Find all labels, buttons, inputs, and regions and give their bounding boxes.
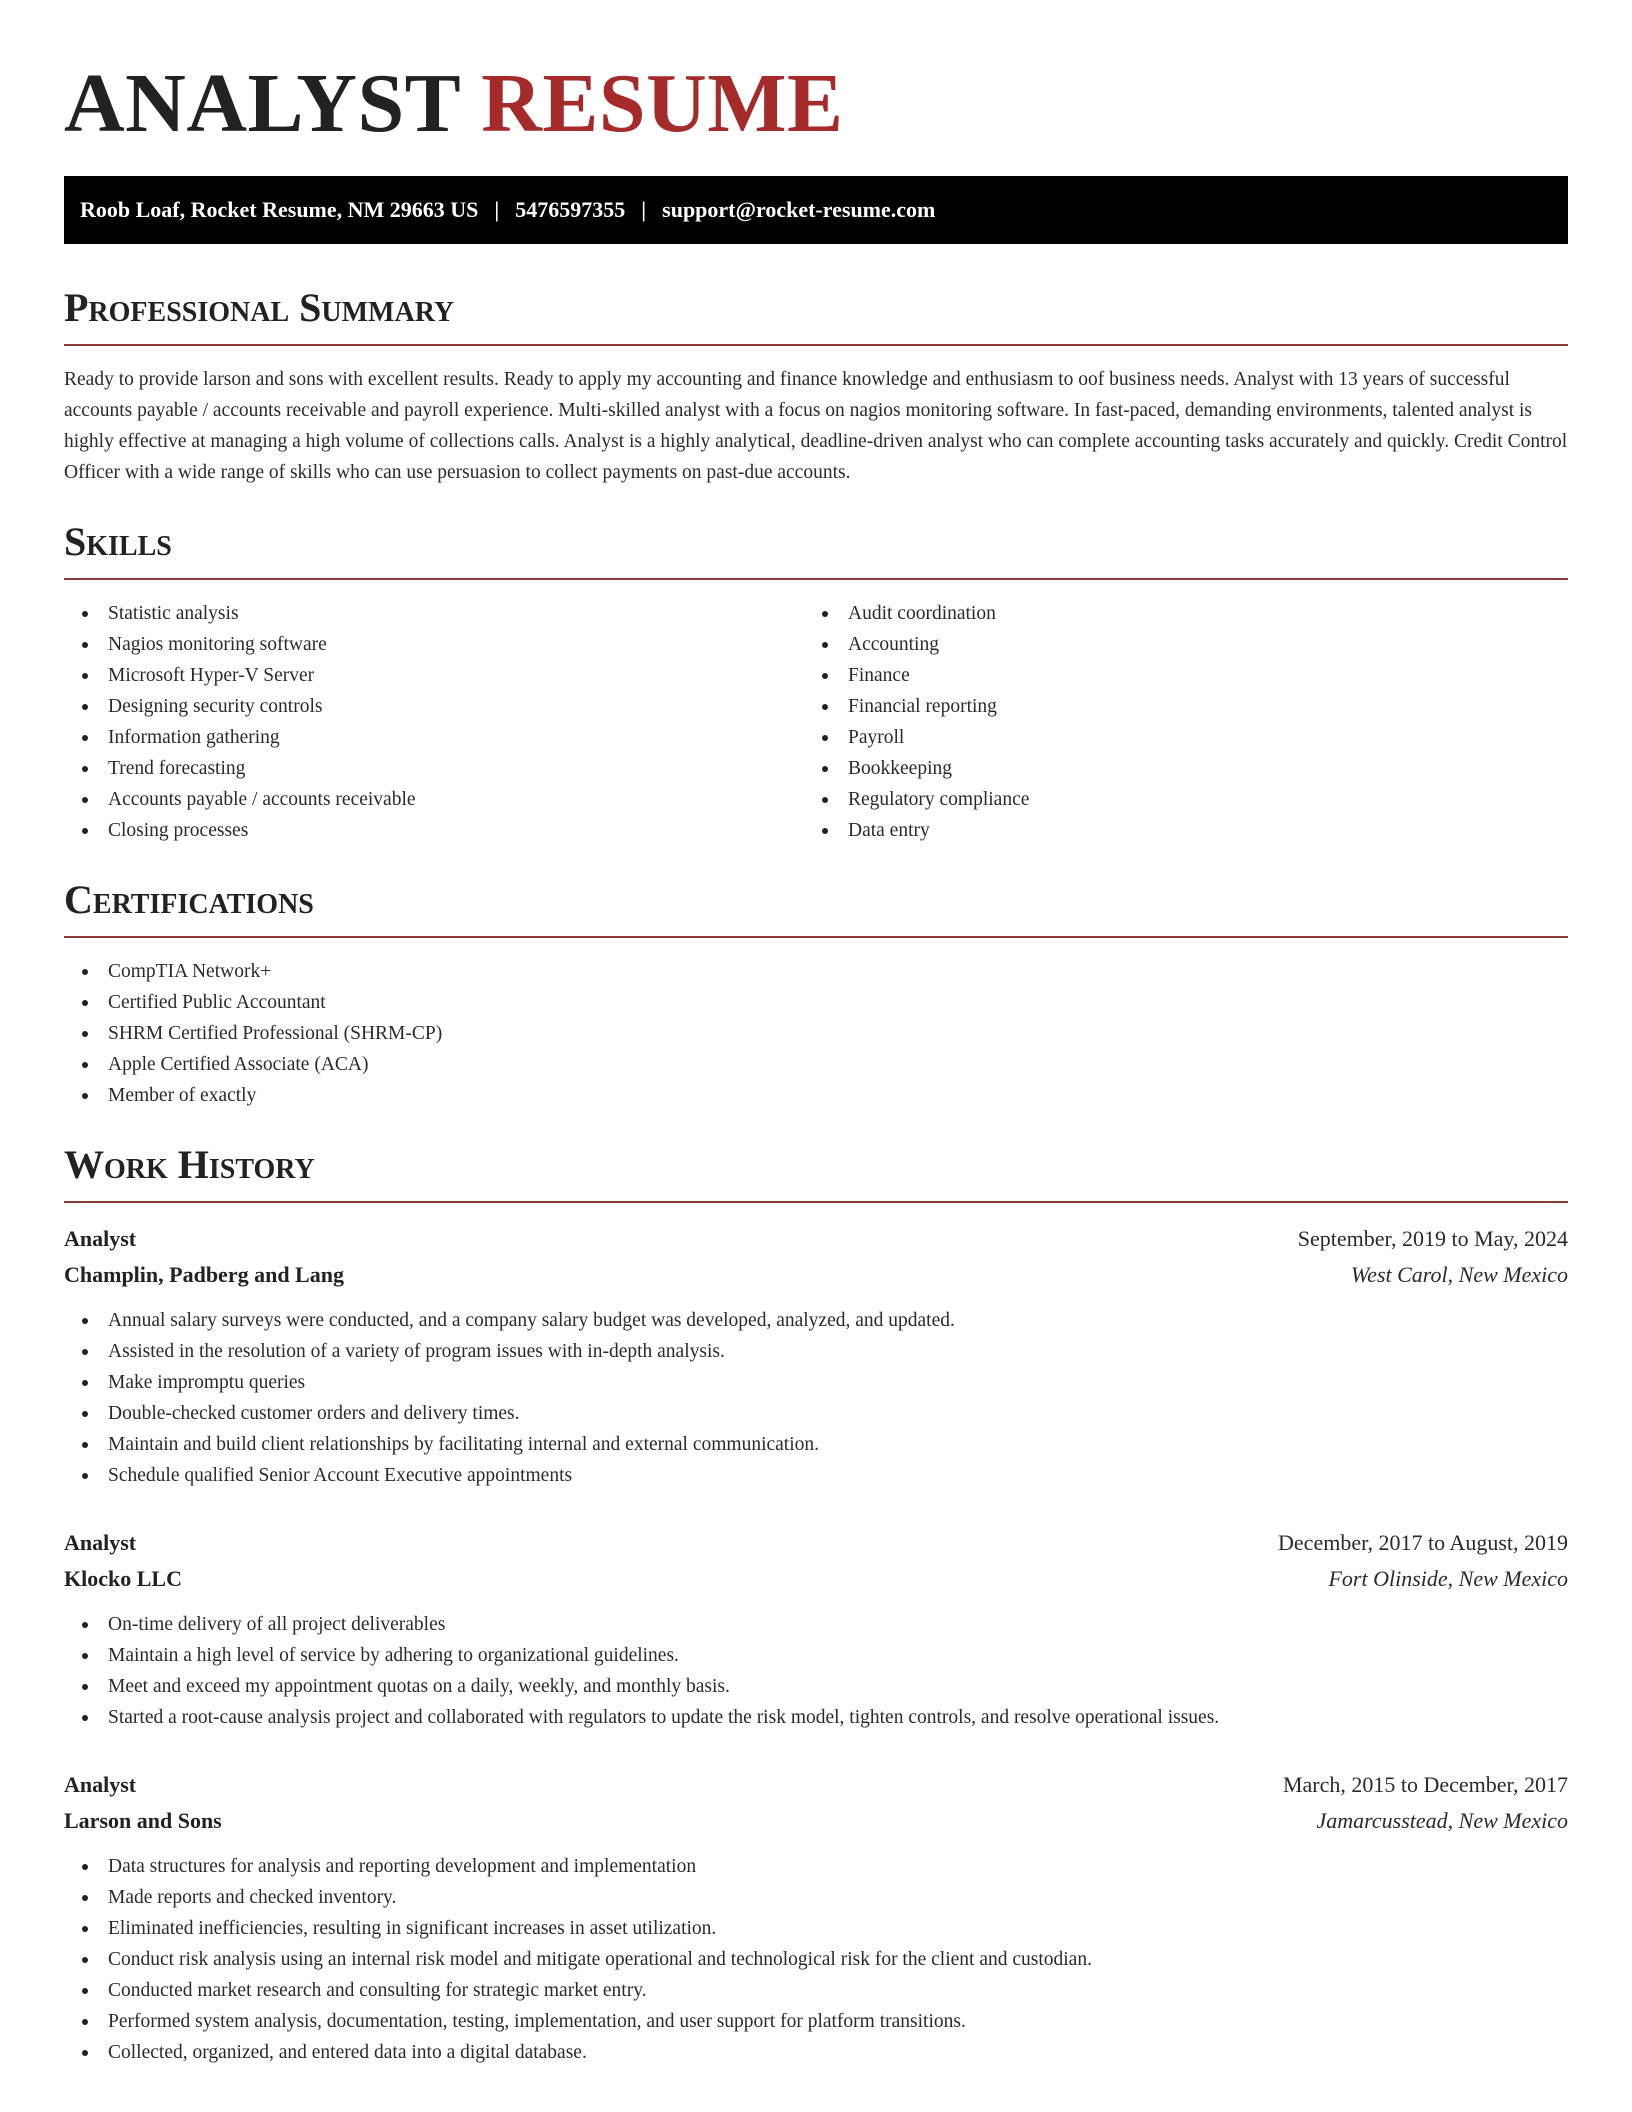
skill-item: Accounts payable / accounts receivable [64,784,804,815]
certification-item: Apple Certified Associate (ACA) [64,1049,1568,1080]
contact-separator: | [641,197,647,222]
job-title: Analyst [64,1530,137,1555]
job-location: Fort Olinside, New Mexico [1328,1566,1568,1591]
jobs-list [64,1221,1568,2068]
job-duty-item: Make impromptu queries [64,1367,1568,1398]
job-duty-item: Made reports and checked inventory. [64,1882,1568,1913]
job-duty-item: Conducted market research and consulting for strategic market entry. [64,1975,1568,2006]
job-entry [64,1221,1568,1491]
resume-title [64,0,1568,152]
job-duty-item: Eliminated inefficiencies, resulting in significant increases in asset utilization. [64,1913,1568,1944]
job-entry [64,1525,1568,1733]
job-duty-item: Schedule qualified Senior Account Executive appointments [64,1460,1568,1491]
job-header-row [64,1525,1568,1561]
job-location: West Carol, New Mexico [1350,1262,1568,1287]
certifications-section [64,876,1568,1111]
job-duty-item: Double-checked customer orders and delivery times. [64,1398,1568,1429]
skill-item: Financial reporting [804,691,1544,722]
skill-item: Data entry [804,815,1544,846]
certification-item: Member of exactly [64,1080,1568,1111]
summary-text: Ready to provide larson and sons with excellent results. Ready to apply my accounting and finance knowledge and enthusiasm to oof business needs. Analyst with 13 years of successful accounts payable / accounts receivable and payroll experience. Multi-skilled analyst with a focus on nagios monitoring software. In fast-paced, demanding environments, talented analyst is highly effective at managing a high volume of collections calls. Analyst is a highly analytical, deadline-driven analyst who can complete accounting tasks accurately and quickly. Credit Control Officer with a wide range of skills who can use persuasion to collect payments on past-due accounts. [64,369,1568,483]
job-header-row [64,1767,1568,1803]
work-section [64,1141,1568,2068]
skill-item: Closing processes [64,815,804,846]
job-duty-item: Assisted in the resolution of a variety of program issues with in-depth analysis. [64,1336,1568,1367]
job-company-row [64,1803,1568,1839]
job-header-row [64,1221,1568,1257]
certification-item: SHRM Certified Professional (SHRM-CP) [64,1018,1568,1049]
skill-item: Designing security controls [64,691,804,722]
job-duty-item: Performed system analysis, documentation, testing, implementation, and user support for platform transitions. [64,2006,1568,2037]
summary-heading: Professional Summary [64,284,1568,346]
job-company-row [64,1561,1568,1597]
job-duty-item: Collected, organized, and entered data into a digital database. [64,2037,1568,2068]
contact-separator: | [494,197,500,222]
job-company: Champlin, Padberg and Lang [64,1262,344,1287]
job-duties-list [64,1305,1568,1491]
skill-item: Finance [804,660,1544,691]
contact-phone: 5476597355 [515,197,626,222]
job-duties-list [64,1609,1568,1733]
job-duty-item: Maintain and build client relationships by facilitating internal and external communication. [64,1429,1568,1460]
contact-address: Roob Loaf, Rocket Resume, NM 29663 US [80,197,479,222]
certifications-heading: Certifications [64,876,1568,938]
certification-item: Certified Public Accountant [64,987,1568,1018]
job-title: Analyst [64,1226,137,1251]
job-duty-item: Annual salary surveys were conducted, and a company salary budget was developed, analyzed, and updated. [64,1305,1568,1336]
work-heading: Work History [64,1141,1568,1203]
job-dates: September, 2019 to May, 2024 [1297,1226,1568,1251]
summary-section [64,284,1568,488]
job-duty-item: Maintain a high level of service by adhering to organizational guidelines. [64,1640,1568,1671]
job-duties-list [64,1851,1568,2068]
job-duty-item: On-time delivery of all project deliverables [64,1609,1568,1640]
job-dates: March, 2015 to December, 2017 [1282,1772,1568,1797]
certifications-list [64,956,1568,1111]
job-title: Analyst [64,1772,137,1797]
skills-heading: Skills [64,518,1568,580]
job-location: Jamarcusstead, New Mexico [1316,1808,1568,1833]
skill-item: Information gathering [64,722,804,753]
skill-item: Statistic analysis [64,598,804,629]
title-accent: RESUME [481,57,844,150]
job-duty-item: Started a root-cause analysis project and collaborated with regulators to update the risk model, tighten controls, and resolve operational issues. [64,1702,1568,1733]
job-dates: December, 2017 to August, 2019 [1278,1530,1568,1555]
job-company-row [64,1257,1568,1293]
title-main: ANALYST [64,57,460,150]
skill-item: Audit coordination [804,598,1544,629]
skills-right-list [804,598,1544,846]
skill-item: Bookkeeping [804,753,1544,784]
job-entry [64,1767,1568,2068]
certification-item: CompTIA Network+ [64,956,1568,987]
job-company: Larson and Sons [64,1808,222,1833]
job-company: Klocko LLC [64,1566,182,1591]
skill-item: Trend forecasting [64,753,804,784]
skill-item: Nagios monitoring software [64,629,804,660]
skills-section [64,518,1568,846]
job-duty-item: Meet and exceed my appointment quotas on a daily, weekly, and monthly basis. [64,1671,1568,1702]
skills-grid [64,598,1568,846]
skills-left-list [64,598,804,846]
skill-item: Regulatory compliance [804,784,1544,815]
job-duty-item: Data structures for analysis and reporting development and implementation [64,1851,1568,1882]
skill-item: Microsoft Hyper-V Server [64,660,804,691]
contact-bar [64,176,1568,244]
job-duty-item: Conduct risk analysis using an internal risk model and mitigate operational and technological risk for the client and custodian. [64,1944,1568,1975]
skill-item: Accounting [804,629,1544,660]
skill-item: Payroll [804,722,1544,753]
resume-page [64,0,1568,2068]
contact-email: support@rocket-resume.com [662,197,936,222]
